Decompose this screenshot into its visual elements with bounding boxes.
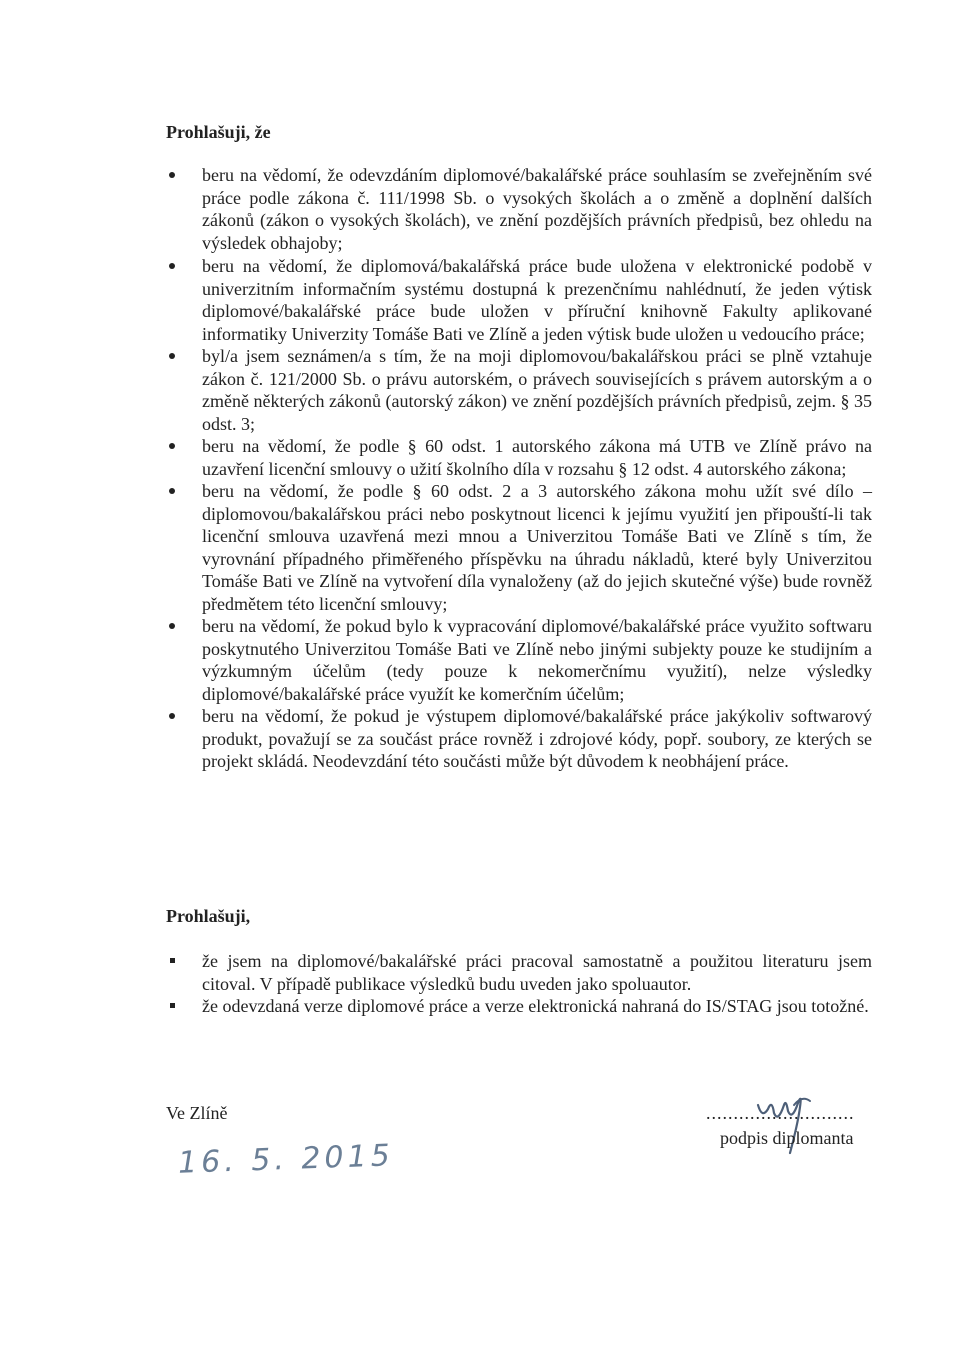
- bullet-icon: [169, 172, 175, 178]
- list-item: byl/a jsem seznámen/a s tím, že na moji diplomovou/bakalářskou práci se plně vztahuje zákon č. 121/2000 Sb. o právu autorském, o právech souvisejících s právem autorským a o změně některých zákonů (autorský zákon) ve znění pozdějších právních předpisů, zejm. § 35 odst. 3;: [166, 345, 872, 435]
- bullet-icon: [169, 443, 175, 449]
- signature-label: podpis diplomanta: [720, 1128, 854, 1148]
- bullet-icon: [169, 353, 175, 359]
- list-item: že jsem na diplomové/bakalářské práci pracoval samostatně a použitou literaturu jsem citoval. V případě publikace výsledků budu uveden jako spoluautor.: [166, 950, 872, 995]
- bullet-icon: [169, 713, 175, 719]
- bullet-icon: [170, 958, 175, 963]
- list-item: beru na vědomí, že podle § 60 odst. 1 autorského zákona má UTB ve Zlíně právo na uzavření licenční smlouvy o užití školního díla v rozsahu § 12 odst. 4 autorského zákona;: [166, 435, 872, 480]
- bullet-icon: [169, 623, 175, 629]
- bullet-icon: [169, 488, 175, 494]
- list-item: beru na vědomí, že odevzdáním diplomové/bakalářské práce souhlasím se zveřejněním své práce podle zákona č. 111/1998 Sb. o vysokých školách a o změně a doplnění dalších zákonů (zákon o vysokých školách), ve znění pozdějších právních předpisů, bez ohledu na výsledek obhajoby;: [166, 164, 872, 254]
- list-item: beru na vědomí, že podle § 60 odst. 2 a 3 autorského zákona mohu užít své dílo – diplomovou/bakalářskou práci nebo poskytnout licenci k jejímu využití jen připouští-li tak licenční smlouva uzavřená mezi mnou a Univerzitou Tomáše Bati ve Zlíně s tím, že vyrovnání případného přiměřeného příspěvku na úhradu nákladů, které byly Univerzitou Tomáše Bati ve Zlíně na vytvoření díla vynaloženy (až do jejich skutečné výše) bude rovněž předmětem této licenční smlouvy;: [166, 480, 872, 615]
- list-item: že odevzdaná verze diplomové práce a verze elektronická nahraná do IS/STAG jsou totožné.: [166, 995, 872, 1018]
- section1-heading: Prohlašuji, že: [166, 122, 271, 142]
- list-item: beru na vědomí, že pokud bylo k vypracování diplomové/bakalářské práce využito softwaru poskytnutého Univerzitou Tomáše Bati ve Zlíně nebo jinými subjekty pouze ke studijním a výzkumným účelům (tedy pouze k nekomerčnímu využití), nelze výsledky diplomové/bakalářské práce využít ke komerčním účelům;: [166, 615, 872, 705]
- section2-list: [166, 950, 872, 1018]
- handwritten-date: 16. 5. 2015: [177, 1138, 395, 1181]
- place-label: Ve Zlíně: [166, 1103, 228, 1123]
- bullet-icon: [169, 263, 175, 269]
- list-item: beru na vědomí, že diplomová/bakalářská práce bude uložena v elektronické podobě v univerzitním informačním systému dostupná k prezenčnímu nahlédnutí, že jeden výtisk diplomové/bakalářské práce bude uložen v příruční knihovně Fakulty aplikované informatiky Univerzity Tomáše Bati ve Zlíně a jeden výtisk bude uložen u vedoucího práce;: [166, 255, 872, 345]
- section2-heading: Prohlašuji,: [166, 906, 251, 926]
- bullet-icon: [170, 1003, 175, 1008]
- signature-line: ...........................: [706, 1103, 855, 1123]
- section1-list: [166, 164, 872, 773]
- list-item: beru na vědomí, že pokud je výstupem diplomové/bakalářské práce jakýkoliv softwarový produkt, považují se za součást práce rovněž i zdrojové kódy, popř. soubory, ze kterých se projekt skládá. Neodevzdání této součásti může být důvodem k neobhájení práce.: [166, 705, 872, 773]
